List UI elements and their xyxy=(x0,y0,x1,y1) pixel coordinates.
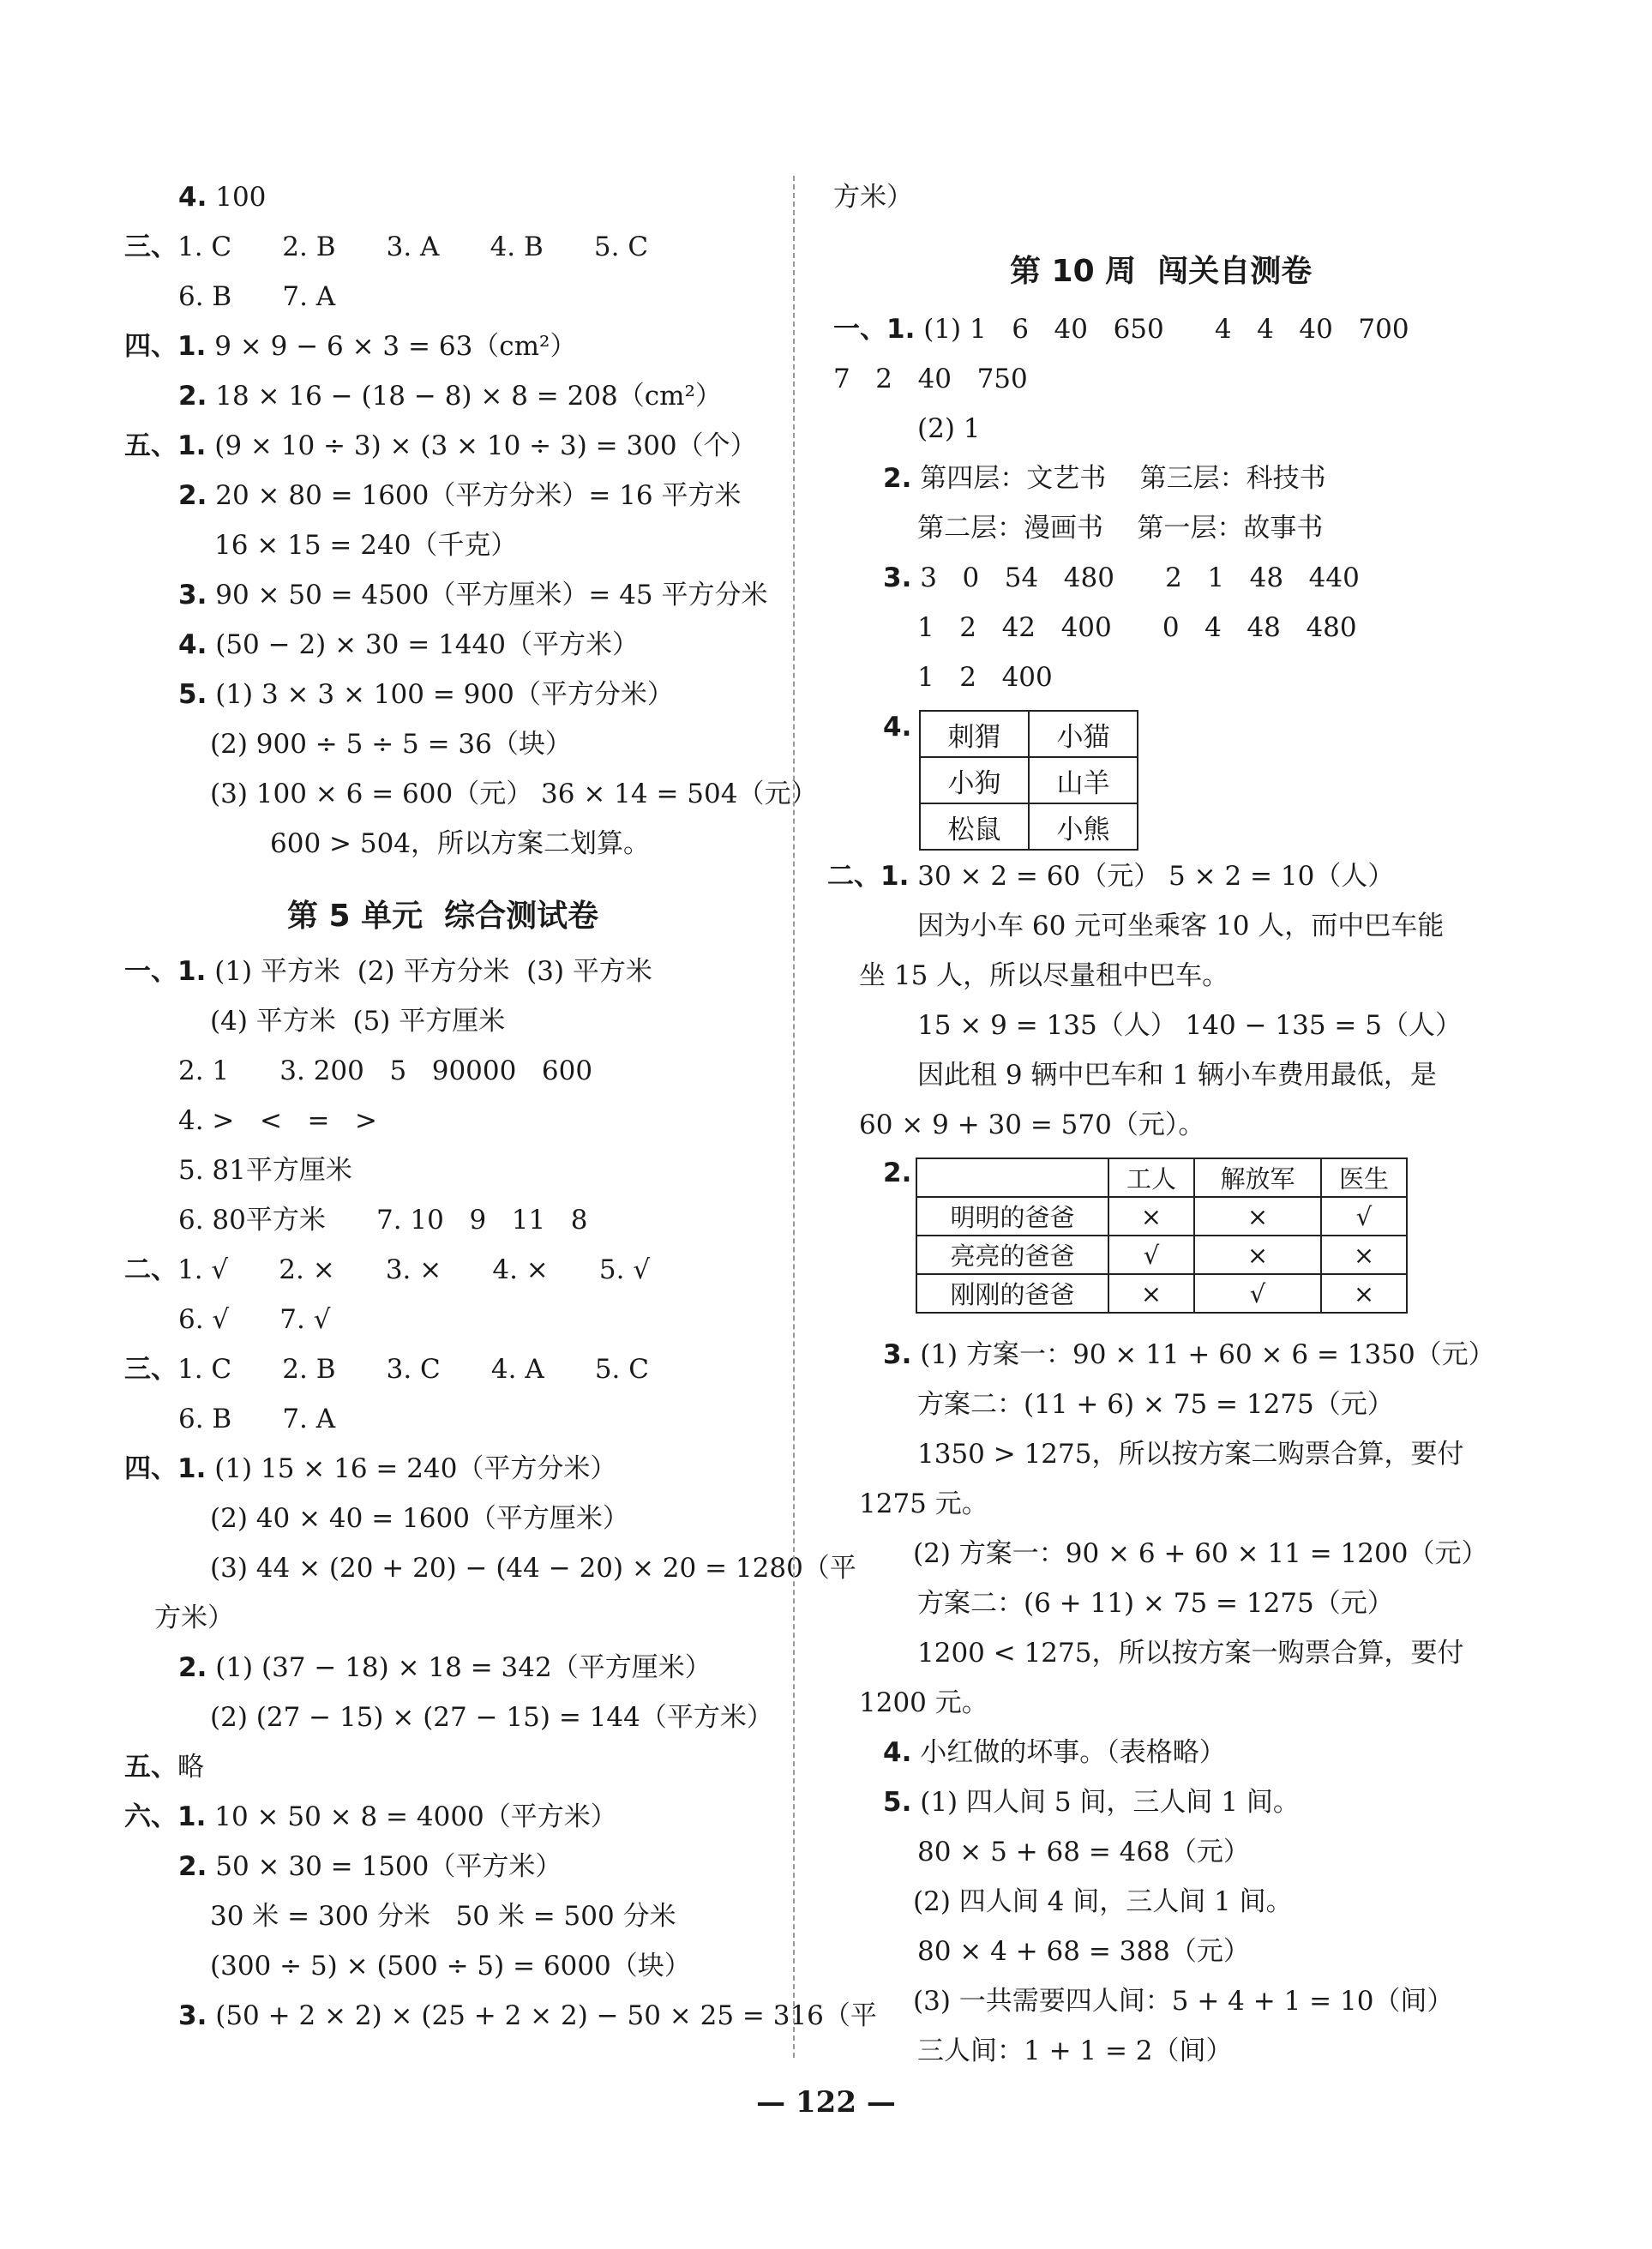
line: 3. (1) 方案一：90 × 11 + 60 × 6 = 1350（元） xyxy=(883,1339,1495,1370)
line: 方案二：(11 + 6) × 75 = 1275（元） xyxy=(917,1389,1394,1420)
table-cell: 刚刚的爸爸 xyxy=(916,1274,1108,1313)
line: 五、略 xyxy=(124,1752,204,1783)
line: 15 × 9 = 135（人） 140 − 135 = 5（人） xyxy=(917,1010,1462,1041)
line: 1350 > 1275，所以按方案二购票合算，要付 xyxy=(917,1439,1464,1470)
section-title: 第 5 单元 综合测试卷 xyxy=(287,899,599,934)
column-divider xyxy=(793,176,795,2058)
line: 1275 元。 xyxy=(859,1488,988,1519)
question-number: 4. xyxy=(883,712,912,743)
line: 80 × 4 + 68 = 388（元） xyxy=(917,1936,1250,1967)
line: 因为小车 60 元可坐乘客 10 人，而中巴车能 xyxy=(917,911,1445,941)
line: (3) 一共需要四人间：5 + 4 + 1 = 10（间） xyxy=(913,1986,1454,2017)
table-cell: √ xyxy=(1321,1197,1407,1236)
table-cell: 亮亮的爸爸 xyxy=(916,1236,1108,1274)
line: 1 2 400 xyxy=(917,662,1053,693)
table-cell: × xyxy=(1321,1236,1407,1274)
line: 五、1. (9 × 10 ÷ 3) × (3 × 10 ÷ 3) = 300（个） xyxy=(124,430,757,461)
table-cell: 小猫 xyxy=(1029,711,1138,757)
table-cell: √ xyxy=(1194,1274,1321,1313)
line: 3. (50 + 2 × 2) × (25 + 2 × 2) − 50 × 25 = 316（平 xyxy=(178,2000,877,2031)
line: 三人间：1 + 1 = 2（间） xyxy=(917,2036,1233,2066)
page-number: — 122 — xyxy=(756,2085,896,2120)
line: 6. 80平方米 7. 10 9 11 8 xyxy=(178,1205,588,1236)
line: (2) (27 − 15) × (27 − 15) = 144（平方米） xyxy=(210,1702,773,1733)
line: 80 × 5 + 68 = 468（元） xyxy=(917,1837,1250,1867)
line: 7 2 40 750 xyxy=(833,364,1028,394)
line: 方案二：(6 + 11) × 75 = 1275（元） xyxy=(917,1588,1394,1619)
table-cell: 小狗 xyxy=(920,757,1029,803)
line: (4) 平方米 (5) 平方厘米 xyxy=(210,1006,506,1037)
line: 2. 50 × 30 = 1500（平方米） xyxy=(178,1851,562,1882)
line: 16 × 15 = 240（千克） xyxy=(214,530,518,561)
line: 2. 第四层：文艺书 第三层：科技书 xyxy=(883,463,1326,494)
line: 第二层：漫画书 第一层：故事书 xyxy=(917,513,1324,544)
table-cell: 山羊 xyxy=(1029,757,1138,803)
table-cell: 小熊 xyxy=(1029,803,1138,850)
line: (3) 100 × 6 = 600（元） 36 × 14 = 504（元） xyxy=(210,779,818,809)
line: (2) 900 ÷ 5 ÷ 5 = 36（块） xyxy=(210,729,572,760)
line: 6. B 7. A xyxy=(178,1404,336,1434)
line: (2) 四人间 4 间，三人间 1 间。 xyxy=(913,1886,1293,1917)
table-cell: × xyxy=(1194,1197,1321,1236)
section-title: 第 10 周 闯关自测卷 xyxy=(1010,254,1313,289)
line: 5. (1) 四人间 5 间，三人间 1 间。 xyxy=(883,1787,1300,1818)
line: 四、1. (1) 15 × 16 = 240（平方分米） xyxy=(124,1453,617,1484)
line: 二、1. 30 × 2 = 60（元） 5 × 2 = 10（人） xyxy=(827,861,1395,892)
table-cell: × xyxy=(1108,1274,1194,1313)
line: 6. √ 7. √ xyxy=(178,1304,331,1335)
line: (2) 1 xyxy=(917,413,981,444)
line: 600 > 504，所以方案二划算。 xyxy=(270,828,651,859)
line: 方米） xyxy=(154,1603,234,1633)
line: 3. 3 0 54 480 2 1 48 440 xyxy=(883,562,1360,593)
line: 4. 100 xyxy=(178,182,267,213)
line: 2. (1) (37 − 18) × 18 = 342（平方厘米） xyxy=(178,1652,712,1683)
table-cell: 明明的爸爸 xyxy=(916,1197,1108,1236)
line: 4. > < = > xyxy=(178,1105,378,1136)
table-cell: × xyxy=(1321,1274,1407,1313)
line: 4. (50 − 2) × 30 = 1440（平方米） xyxy=(178,629,639,660)
line: (2) 方案一：90 × 6 + 60 × 11 = 1200（元） xyxy=(913,1538,1488,1569)
line: 4. 小红做的坏事。（表格略） xyxy=(883,1737,1226,1768)
occupation-table xyxy=(916,1158,1408,1314)
line: (3) 44 × (20 + 20) − (44 − 20) × 20 = 1280（平 xyxy=(210,1553,856,1584)
line: 2. 1 3. 200 5 90000 600 xyxy=(178,1055,593,1086)
line: 3. 90 × 50 = 4500（平方厘米）= 45 平方分米 xyxy=(178,580,768,610)
table-header: 解放军 xyxy=(1194,1158,1321,1197)
line: 六、1. 10 × 50 × 8 = 4000（平方米） xyxy=(124,1801,617,1832)
line: 二、1. √ 2. × 3. × 4. × 5. √ xyxy=(124,1254,651,1285)
table-header: 工人 xyxy=(1108,1158,1194,1197)
line: 30 米 = 300 分米 50 米 = 500 分米 xyxy=(210,1901,676,1932)
line: (2) 40 × 40 = 1600（平方厘米） xyxy=(210,1503,629,1534)
line: 5. 81平方厘米 xyxy=(178,1155,352,1186)
question-number: 2. xyxy=(883,1158,912,1188)
line: 坐 15 人，所以尽量租中巴车。 xyxy=(859,960,1229,991)
table-cell: × xyxy=(1108,1197,1194,1236)
line: 5. (1) 3 × 3 × 100 = 900（平方分米） xyxy=(178,679,674,710)
line: 1200 < 1275，所以按方案一购票合算，要付 xyxy=(917,1638,1464,1669)
line: 60 × 9 + 30 = 570（元）。 xyxy=(859,1109,1205,1140)
line: 6. B 7. A xyxy=(178,281,336,312)
line: 三、1. C 2. B 3. A 4. B 5. C xyxy=(124,232,649,262)
table-header: 医生 xyxy=(1321,1158,1407,1197)
line: 1200 元。 xyxy=(859,1687,988,1718)
table-cell: 松鼠 xyxy=(920,803,1029,850)
line: 2. 18 × 16 − (18 − 8) × 8 = 208（cm²） xyxy=(178,381,722,412)
line: 因此租 9 辆中巴车和 1 辆小车费用最低，是 xyxy=(917,1060,1437,1091)
table-cell: 刺猬 xyxy=(920,711,1029,757)
line: 方米） xyxy=(833,182,913,213)
table-cell: √ xyxy=(1108,1236,1194,1274)
line: 四、1. 9 × 9 − 6 × 3 = 63（cm²） xyxy=(124,331,577,362)
line: 一、1. (1) 平方米 (2) 平方分米 (3) 平方米 xyxy=(124,956,652,987)
line: 1 2 42 400 0 4 48 480 xyxy=(917,612,1357,643)
table-header xyxy=(916,1158,1108,1197)
table-cell: × xyxy=(1194,1236,1321,1274)
animal-table xyxy=(919,710,1138,851)
line: 三、1. C 2. B 3. C 4. A 5. C xyxy=(124,1354,649,1385)
line: 一、1. (1) 1 6 40 650 4 4 40 700 xyxy=(833,314,1409,345)
line: (300 ÷ 5) × (500 ÷ 5) = 6000（块） xyxy=(210,1951,691,1981)
line: 2. 20 × 80 = 1600（平方分米）= 16 平方米 xyxy=(178,480,742,511)
